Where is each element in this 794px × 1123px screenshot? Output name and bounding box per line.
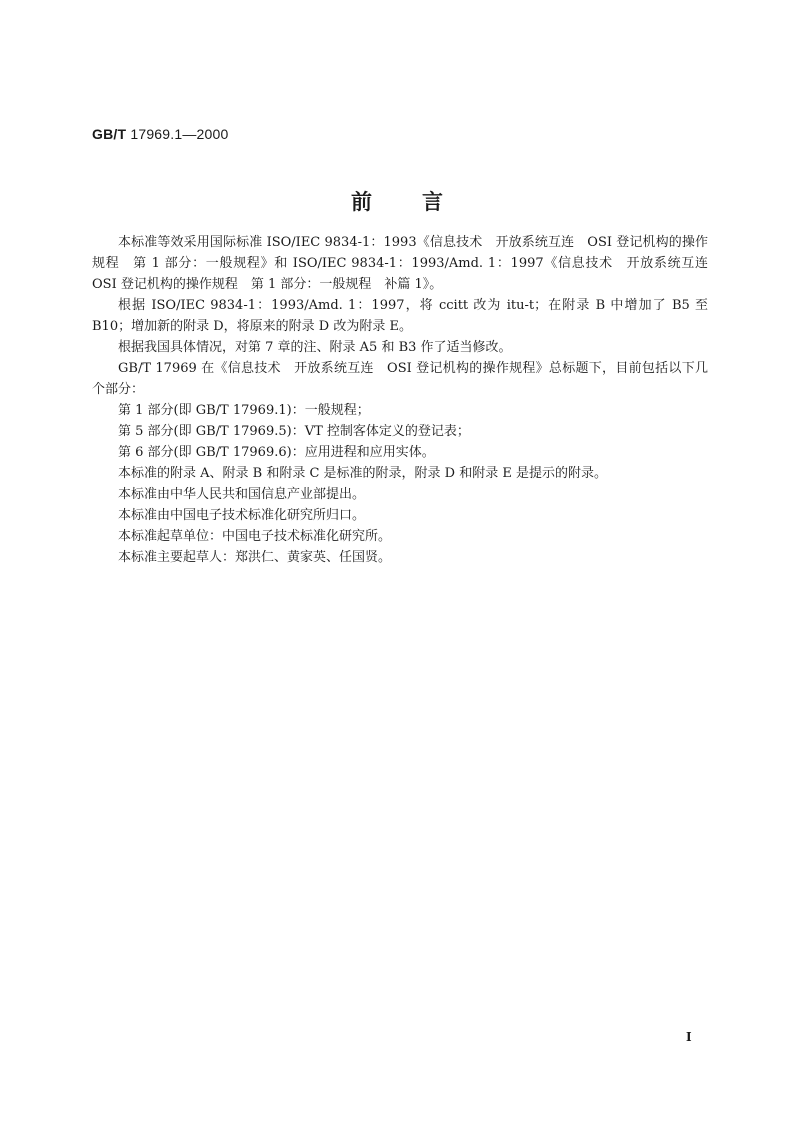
paragraph: 本标准的附录 A、附录 B 和附录 C 是标准的附录，附录 D 和附录 E 是提示的附录。	[118, 466, 607, 481]
page-title: 前言	[351, 189, 493, 214]
paragraph: 根据我国具体情况，对第 7 章的注、附录 A5 和 B3 作了适当修改。	[118, 340, 512, 355]
paragraph: 本标准由中华人民共和国信息产业部提出。	[118, 487, 366, 502]
list-item: 第 6 部分(即 GB/T 17969.6)：应用进程和应用实体。	[118, 445, 435, 460]
standard-number: 17969.1—2000	[130, 126, 229, 142]
list-item: 第 1 部分(即 GB/T 17969.1)：一般规程；	[118, 403, 370, 418]
paragraph: 本标准等效采用国际标准 ISO/IEC 9834-1：1993《信息技术 开放系统互连 OSI 登记机构的操作规程 第 1 部分：一般规程》和 ISO/IEC 9834-1：1993/Amd. 1：1997《信息技术 开放系统互连 OSI 登记机构的操作规程 第 1 部分：一般规程 补篇 1》。	[92, 235, 722, 292]
paragraph: 根据 ISO/IEC 9834-1：1993/Amd. 1：1997，将 ccitt 改为 itu-t；在附录 B 中增加了 B5 至 B10；增加新的附录 D，将原来的附录 D 改为附录 E。	[92, 298, 708, 334]
paragraph: 本标准由中国电子技术标准化研究所归口。	[118, 508, 366, 523]
paragraph: 本标准起草单位：中国电子技术标准化研究所。	[118, 529, 392, 544]
page-number: I	[686, 1030, 692, 1044]
paragraph: GB/T 17969 在《信息技术 开放系统互连 OSI 登记机构的操作规程》总标题下，目前包括以下几个部分：	[92, 361, 708, 397]
standard-code	[92, 126, 229, 142]
standard-prefix: GB/T	[92, 126, 127, 142]
list-item: 第 5 部分(即 GB/T 17969.5)：VT 控制客体定义的登记表；	[118, 424, 470, 439]
paragraph: 本标准主要起草人：郑洪仁、黄家英、任国贤。	[118, 550, 392, 565]
foreword-body	[92, 232, 722, 568]
